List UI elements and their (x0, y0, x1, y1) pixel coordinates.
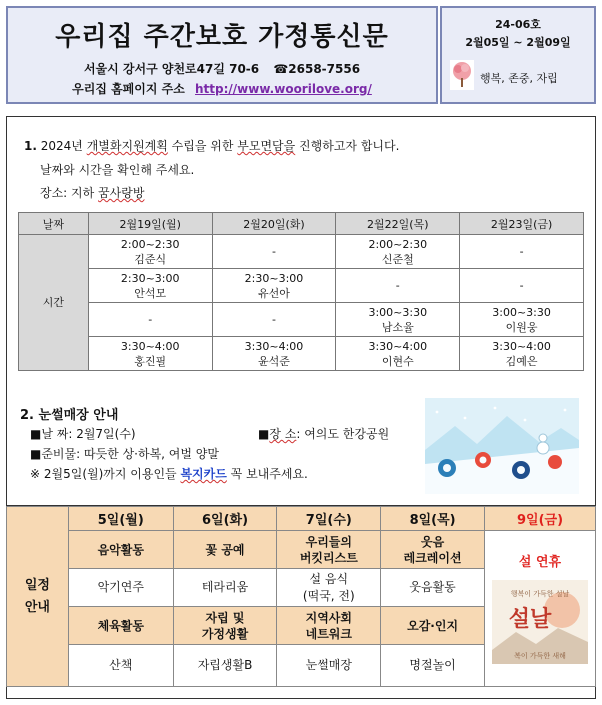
bullet: ■ (30, 427, 42, 441)
bullet: ■ (258, 427, 270, 441)
section1-line1-text: 2024년 (40, 139, 87, 153)
sled-place-text: : 여의도 한강공원 (296, 427, 390, 441)
slot-time: - (519, 279, 524, 292)
slot-time: 2:30~3:00 (120, 271, 180, 285)
holiday-label: 설 연휴 (518, 554, 562, 570)
card-top-text: 행복이 가득한 설날 (510, 589, 570, 598)
slot-name: 윤석준 (258, 354, 290, 368)
sled-place (258, 426, 389, 442)
time-label: 시간 (19, 235, 89, 371)
activity-detail: 설 음식 (떡국, 전) (277, 569, 381, 607)
activity-detail: 명절놀이 (381, 645, 485, 687)
activity-detail: 테라리움 (173, 569, 277, 607)
slot-cell (88, 235, 212, 269)
bullet: ■ (30, 447, 42, 461)
slot-name: 이현수 (381, 354, 414, 368)
activity-title: 오감·인지 (381, 607, 485, 645)
slot-time: 3:30~4:00 (492, 339, 551, 353)
day-header: 2월20일(화) (212, 213, 336, 235)
slot-cell (212, 235, 336, 269)
slot-name: 김예은 (505, 354, 538, 368)
weekly-label-line2: 안내 (24, 599, 50, 615)
slot-cell (460, 235, 584, 269)
weekly-label-line1: 일정 (24, 577, 50, 593)
day-header-holiday: 9일(금) (484, 507, 595, 531)
slot-cell (212, 269, 336, 303)
phone-number: 2658-7556 (288, 62, 361, 76)
slot-cell (88, 303, 212, 337)
plan-word: 개별화지원계획 (86, 139, 168, 153)
page-title: 우리집 주간보호 가정통신문 (55, 22, 389, 52)
slot-time: - (148, 313, 153, 326)
location-room: 꿈사랑방 (98, 186, 145, 200)
slot-name: 유선아 (258, 286, 290, 300)
slot-cell (336, 303, 460, 337)
week-day-row (7, 507, 596, 531)
section1-line1-mid: 수립을 위한 (167, 139, 238, 153)
section2-title: 2. 눈썰매장 안내 (20, 408, 119, 423)
slot-name: 안석모 (134, 286, 167, 300)
slot-time: - (395, 279, 400, 292)
slot-cell (336, 337, 460, 371)
slot-time: 2:00~2:30 (368, 237, 428, 251)
interview-word: 부모면담을 (237, 139, 296, 153)
sled-place-label: 장 소 (269, 427, 297, 441)
slot-cell (212, 337, 336, 371)
activity-row (7, 531, 596, 569)
header-side-box (440, 6, 596, 104)
activity-title: 음악활동 (68, 531, 173, 569)
sled-date-text: 날 짜: 2월7일(수) (41, 427, 136, 441)
weekly-label (7, 507, 69, 687)
date-header: 날짜 (19, 213, 89, 235)
holiday-cell (484, 531, 595, 687)
sled-prep (30, 446, 219, 462)
day-header: 8일(목) (381, 507, 485, 531)
table-row (19, 303, 584, 337)
day-header: 5일(월) (68, 507, 173, 531)
day-header: 7일(수) (277, 507, 381, 531)
interview-table (18, 212, 584, 371)
card-big-text: 설날 (508, 605, 552, 632)
slot-cell (88, 269, 212, 303)
slot-cell (460, 269, 584, 303)
note-mark: ※ (30, 467, 41, 481)
slot-cell (336, 235, 460, 269)
section1-line1-post: 진행하고자 합니다. (295, 139, 400, 153)
header-main-box (6, 6, 438, 104)
activity-title: 우리들의 버킷리스트 (277, 531, 381, 569)
slot-time: 3:30~4:00 (120, 339, 180, 353)
slot-name: 남소율 (381, 320, 414, 334)
table-row (19, 337, 584, 371)
date-range: 2월05일 ~ 2월09일 (465, 36, 571, 49)
slot-time: 2:30~3:00 (244, 271, 304, 285)
slot-name: 홍진필 (134, 354, 167, 368)
slot-time: 2:00~2:30 (120, 237, 180, 251)
note-text: 2월5일(월)까지 이용인들 (40, 467, 181, 481)
homepage-line (8, 80, 436, 97)
activity-title: 웃음 레크레이션 (381, 531, 485, 569)
homepage-link[interactable]: http://www.woorilove.org/ (195, 82, 372, 96)
slot-cell (460, 337, 584, 371)
homepage-label: 우리집 홈페이지 주소 (72, 82, 185, 96)
slot-time: 3:30~4:00 (244, 339, 304, 353)
tree-logo-icon (450, 60, 474, 90)
snow-sledding-illustration (425, 398, 579, 494)
sled-prep-text: 준비물: 따듯한 상·하복, 여벌 양말 (41, 447, 219, 461)
slot-time: - (271, 245, 276, 258)
slot-name: 이원웅 (505, 320, 538, 334)
table-header-row (19, 213, 584, 235)
day-header: 2월19일(월) (88, 213, 212, 235)
slot-time: 3:00~3:30 (492, 305, 551, 319)
note-post: 꼭 보내주세요. (226, 467, 308, 481)
location-label: 장소: 지하 (40, 186, 99, 200)
day-header: 2월22일(목) (336, 213, 460, 235)
phone-icon: ☎ (273, 62, 289, 76)
section1-line3 (40, 185, 144, 201)
slot-time: - (271, 313, 276, 326)
activity-detail: 눈썰매장 (277, 645, 381, 687)
table-row (19, 235, 584, 269)
activity-title: 자립 및 가정생활 (173, 607, 277, 645)
weekly-schedule-table (6, 506, 596, 687)
motto: 행복, 존중, 자립 (480, 72, 558, 85)
welfare-card-word: 복지카드 (180, 467, 227, 481)
activity-title: 꽃 공예 (173, 531, 277, 569)
slot-name: 김준식 (134, 252, 167, 266)
slot-name: 신준철 (381, 252, 414, 266)
issue-number: 24-06호 (495, 18, 541, 31)
slot-time: 3:00~3:30 (368, 305, 428, 319)
activity-title: 체육활동 (68, 607, 173, 645)
slot-cell (88, 337, 212, 371)
sled-date (30, 426, 136, 442)
address-line (8, 60, 436, 77)
address-text: 서울시 강서구 양천로47길 70-6 (83, 62, 260, 76)
seollal-card-image (492, 580, 588, 664)
section1-line2: 날짜와 시간을 확인해 주세요. (40, 163, 195, 177)
table-row (19, 269, 584, 303)
section1-number: 1. (24, 139, 37, 153)
slot-time: - (519, 245, 524, 258)
activity-detail: 악기연주 (68, 569, 173, 607)
slot-cell (212, 303, 336, 337)
card-bottom-text: 복이 가득한 새해 (514, 651, 566, 660)
sled-note (30, 466, 308, 482)
activity-detail: 웃음활동 (381, 569, 485, 607)
activity-detail: 산책 (68, 645, 173, 687)
slot-cell (460, 303, 584, 337)
slot-time: 3:30~4:00 (368, 339, 428, 353)
slot-cell (336, 269, 460, 303)
day-header: 6일(화) (173, 507, 277, 531)
day-header: 2월23일(금) (460, 213, 584, 235)
activity-detail: 자립생활B (173, 645, 277, 687)
activity-title: 지역사회 네트워크 (277, 607, 381, 645)
section1-line1 (24, 138, 399, 154)
